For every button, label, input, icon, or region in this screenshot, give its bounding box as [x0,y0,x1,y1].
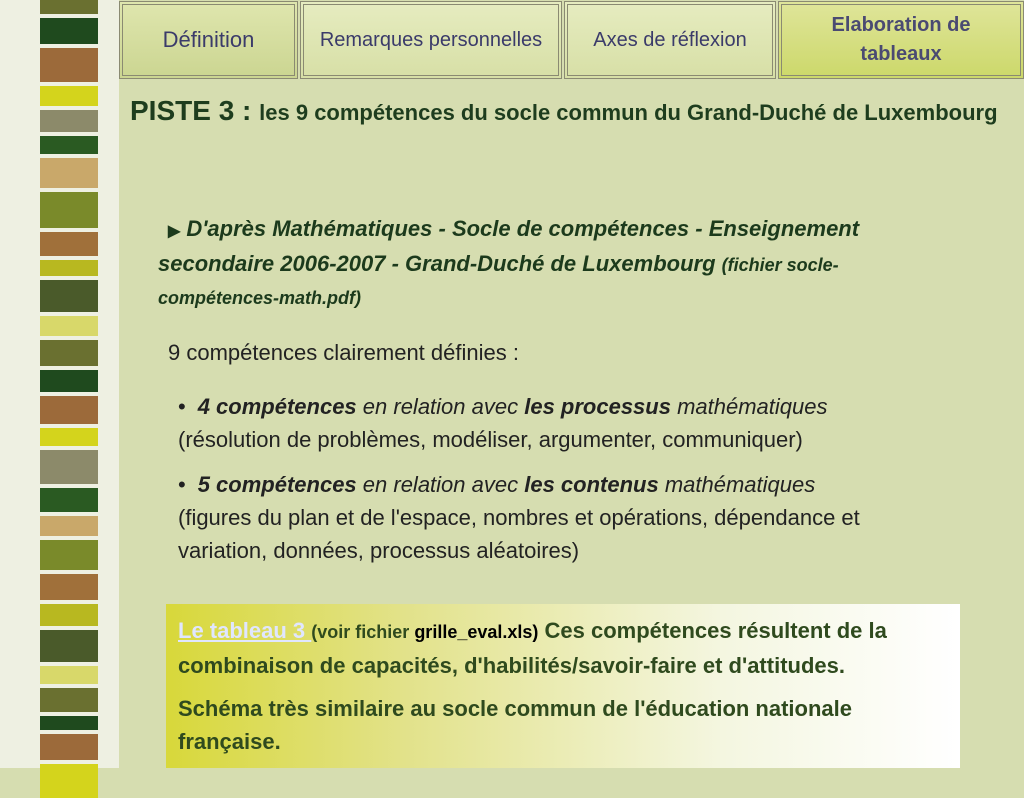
bullet-detail: (résolution de problèmes, modéliser, argumenter, communiquer) [178,427,803,452]
list-item [178,468,938,567]
stripe [40,716,98,730]
stripe [40,370,98,392]
stripe [40,48,98,82]
bullet-icon: • [178,394,186,419]
note-filename: grille_eval.xls) [414,622,539,642]
tab-definition-label: Définition [162,27,255,52]
bullet-adjective: mathématiques [658,472,816,497]
note-paren: (voir fichier [311,622,415,642]
tab-remarques-personnelles[interactable] [300,1,562,79]
note-text: Ces compétences résultent de la combinaison de capacités, d'habilités/savoir-faire et d'attitudes. [178,618,887,678]
bullet-key: les processus [524,394,671,419]
stripe [40,574,98,600]
stripe [40,516,98,536]
stripe [40,110,98,132]
stripe [40,136,98,154]
stripe [40,192,98,228]
bullet-relation: en relation avec [356,472,525,497]
stripe [40,232,98,256]
arrow-right-icon: ▶ [168,223,181,240]
stripe [40,488,98,512]
bullet-relation: en relation avec [356,394,525,419]
page-title [130,96,1010,131]
stripe [40,280,98,312]
stripe [40,604,98,626]
stripe [40,86,98,106]
stripe [40,260,98,276]
title-text: les 9 compétences du socle commun du Grand-Duché de Luxembourg [259,100,998,125]
stripe [40,316,98,336]
tableau-3-link[interactable]: Le tableau 3 [178,618,312,643]
tab-axes-de-reflexion[interactable] [564,1,776,79]
decorative-stripe-band [0,0,118,768]
source-file: (fichier socle-compétences-math.pdf) [158,255,839,308]
stripe [40,764,98,798]
source-main: D'après Mathématiques - Socle de compétences - Enseignement secondaire 2006-2007 - Grand-Duché de Luxembourg [158,216,860,276]
source-reference [158,213,938,314]
stripe [40,396,98,424]
stripe [40,0,98,14]
bullet-icon: • [178,472,186,497]
bullet-detail: (figures du plan et de l'espace, nombres et opérations, dépendance et variation, données, processus aléatoires) [178,505,860,563]
stripe [40,340,98,366]
intro-text: 9 compétences clairement définies : [168,340,519,365]
note-second-paragraph: Schéma très similaire au socle commun de l'éducation nationale française. [178,696,853,754]
stripe [40,666,98,684]
stripe [40,688,98,712]
title-prefix: PISTE 3 : [130,95,260,126]
stripe [40,450,98,484]
bullet-count: 5 compétences [197,472,357,497]
tab-remarks-label: Remarques personnelles [319,28,543,51]
tab-tables-label: Elaboration de tableaux [831,14,971,65]
bullet-adjective: mathématiques [670,394,828,419]
stripe [40,734,98,760]
stripe [40,540,98,570]
stripe [40,428,98,446]
stripe [40,18,98,44]
tab-definition[interactable] [119,1,298,79]
stripe [40,158,98,188]
stripe [40,630,98,662]
bullet-count: 4 compétences [197,394,357,419]
bullet-key: les contenus [524,472,659,497]
list-item [178,390,938,456]
note-box [166,604,960,768]
tab-elaboration-de-tableaux[interactable] [778,1,1024,79]
left-divider [117,0,119,768]
tab-axes-label: Axes de réflexion [593,28,747,51]
